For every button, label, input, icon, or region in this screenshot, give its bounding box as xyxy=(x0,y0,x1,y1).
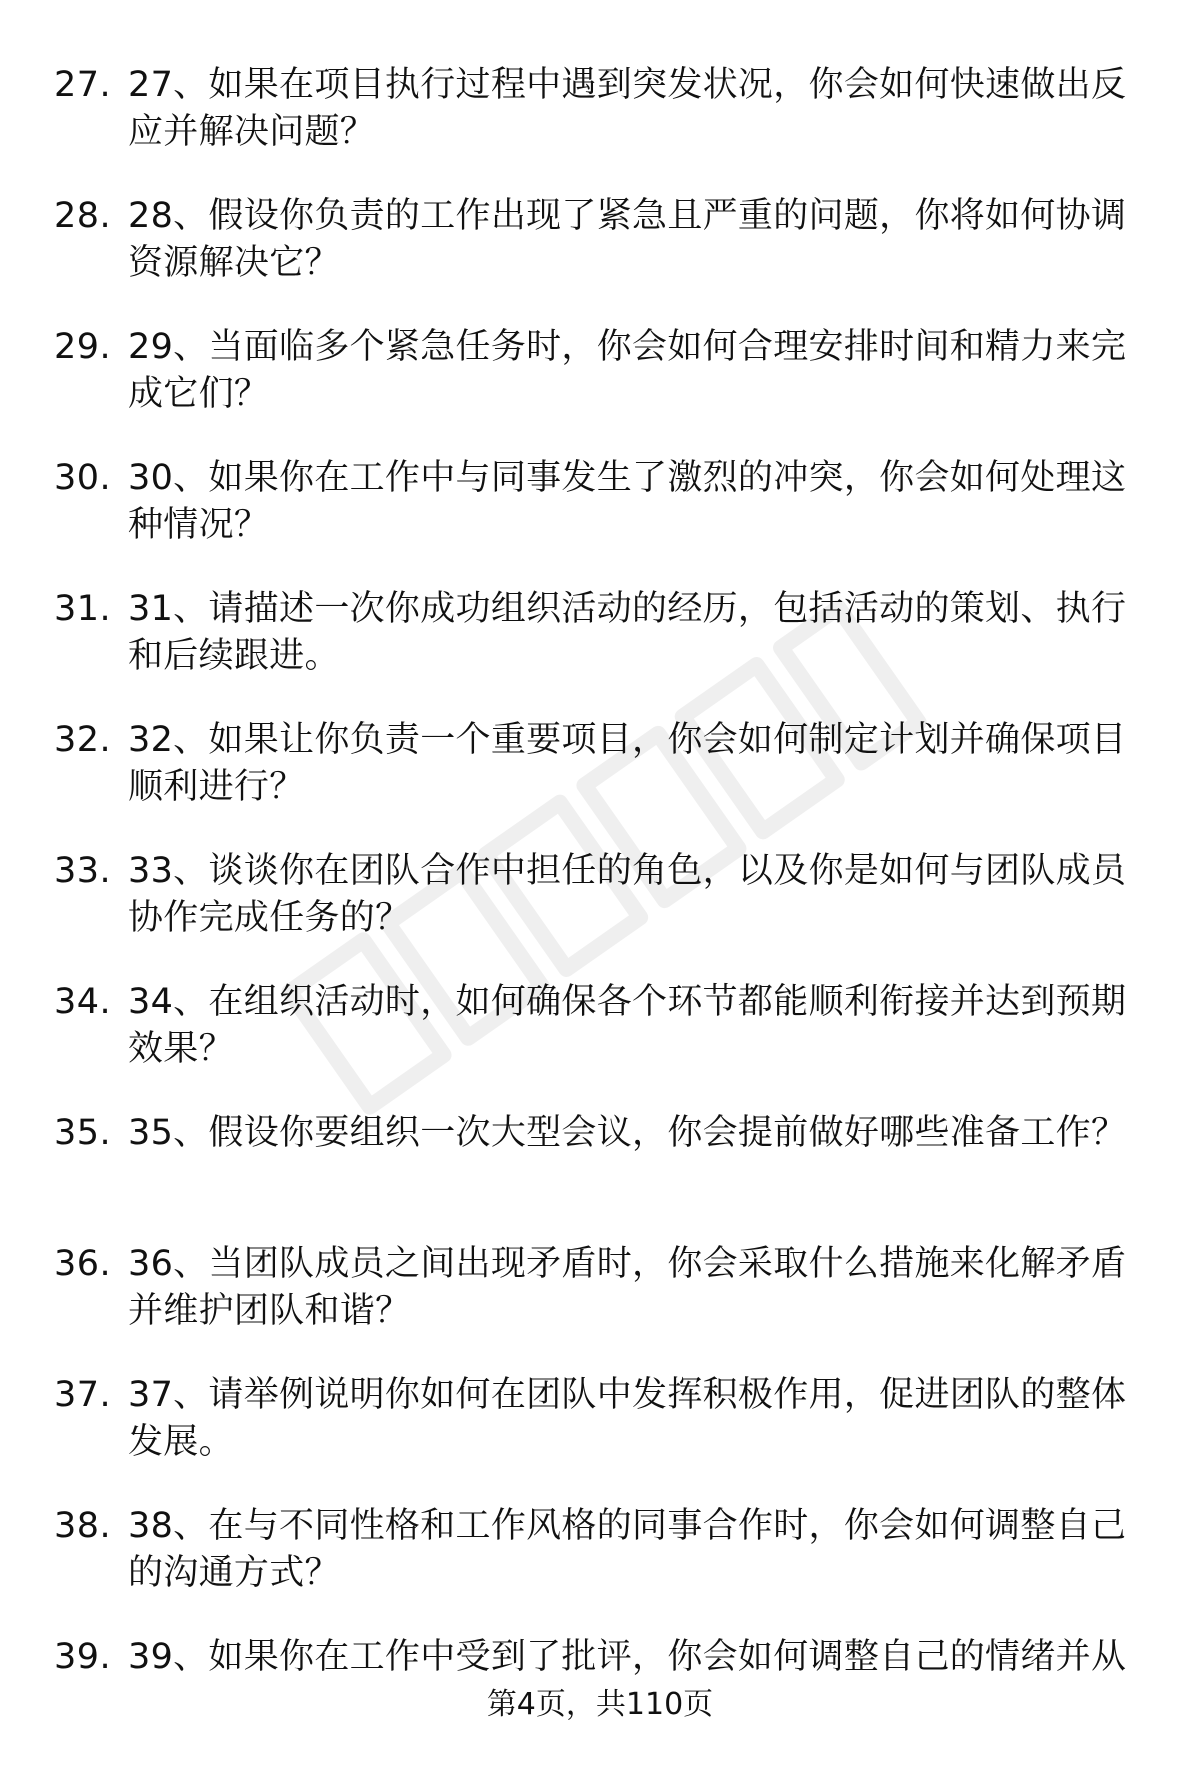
list-item-text: 30、如果你在工作中与同事发生了激烈的冲突，你会如何处理这种情况？ xyxy=(128,458,1127,545)
list-item xyxy=(54,586,1146,717)
list-item-text: 39、如果你在工作中受到了批评，你会如何调整自己的情绪并从 xyxy=(128,1637,1127,1677)
list-item-number: 34. xyxy=(54,982,112,1022)
list-item-number: 27. xyxy=(54,65,112,105)
list-item-number: 33. xyxy=(54,851,112,891)
list-item-text: 32、如果让你负责一个重要项目，你会如何制定计划并确保项目顺利进行？ xyxy=(128,720,1127,807)
list-item-number: 39. xyxy=(54,1637,112,1677)
list-item-number: 29. xyxy=(54,327,112,367)
list-item-text: 31、请描述一次你成功组织活动的经历，包括活动的策划、执行和后续跟进。 xyxy=(128,589,1127,676)
list-item xyxy=(54,1503,1146,1634)
list-item xyxy=(54,193,1146,324)
list-item-number: 32. xyxy=(54,720,112,760)
list-item-number: 31. xyxy=(54,589,112,629)
list-item-text: 37、请举例说明你如何在团队中发挥积极作用，促进团队的整体发展。 xyxy=(128,1375,1127,1462)
list-item-text: 33、谈谈你在团队合作中担任的角色，以及你是如何与团队成员协作完成任务的？ xyxy=(128,851,1127,938)
list-item xyxy=(54,717,1146,848)
list-item xyxy=(54,848,1146,979)
page-footer: 第4页，共110页 xyxy=(486,1687,714,1722)
list-item-number: 28. xyxy=(54,196,112,236)
list-item xyxy=(54,979,1146,1110)
list-item-number: 35. xyxy=(54,1113,112,1153)
list-item xyxy=(54,1110,1146,1241)
question-list xyxy=(54,62,1146,1765)
list-item-text: 34、在组织活动时，如何确保各个环节都能顺利衔接并达到预期效果？ xyxy=(128,982,1127,1069)
list-item xyxy=(54,1241,1146,1372)
list-item-number: 30. xyxy=(54,458,112,498)
list-item-text: 36、当团队成员之间出现矛盾时，你会采取什么措施来化解矛盾并维护团队和谐？ xyxy=(128,1244,1127,1331)
list-item-number: 38. xyxy=(54,1506,112,1546)
list-item xyxy=(54,62,1146,193)
list-item-text: 28、假设你负责的工作出现了紧急且严重的问题，你将如何协调资源解决它？ xyxy=(128,196,1127,283)
list-item-text: 35、假设你要组织一次大型会议，你会提前做好哪些准备工作？ xyxy=(128,1113,1127,1153)
list-item-number: 36. xyxy=(54,1244,112,1284)
list-item-number: 37. xyxy=(54,1375,112,1415)
list-item-text: 29、当面临多个紧急任务时，你会如何合理安排时间和精力来完成它们？ xyxy=(128,327,1127,414)
list-item xyxy=(54,1372,1146,1503)
list-item xyxy=(54,455,1146,586)
list-item xyxy=(54,324,1146,455)
list-item-text: 27、如果在项目执行过程中遇到突发状况，你会如何快速做出反应并解决问题？ xyxy=(128,65,1127,152)
list-item-text: 38、在与不同性格和工作风格的同事合作时，你会如何调整自己的沟通方式？ xyxy=(128,1506,1127,1593)
